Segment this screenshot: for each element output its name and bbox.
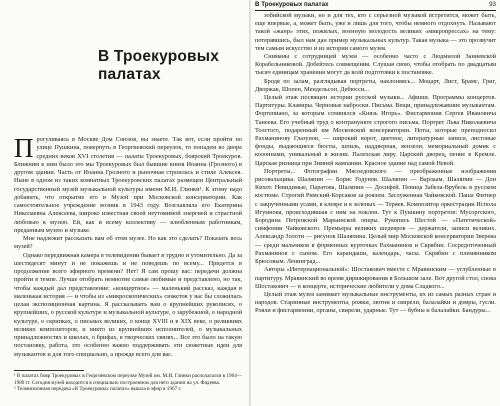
right-page xyxy=(251,0,500,406)
paragraph: Авторы «Интернациональной»: Шостакович вместе с Мравинским — углубленные в партитуру. Мравинский во время дирижирования в Большом зале. Вот другой стол, снова Шостакович — в концерте, исторические любители у дома Сладкого... xyxy=(255,266,496,290)
paragraph: Целый этаж посвящен истории русской музыки... Афиши. Программы концертов. Партитуры. Клавиры. Черновые наброски. Письма. Вещи, принадлежавшие музыкантам. Фортепиано, за которым сочинялся «Князь Игорь». Фисгармония Сергея Ивановича Танеева. Его учебный труд о контрапункте строгого письма. Портрет Льва Николаевича Толстого, подаренный им Московской консерватории. Ноты, которые преподносил Рахманинову Глазунов, — широкий ворот, цветное, литературные записи, листовые фонды, выдающиеся бюсты, шпиль, наддверная, вензели, мемориальный домик с колоннами, уникальный в жизни. Палехская лиру. Царский дворец, пение в Кремле. Царская ризница при Зимней кампании. Красное здание над самой Невой. xyxy=(255,94,496,167)
page-number: 93 xyxy=(489,1,496,8)
paragraph: Бродя по залам, разглядывая портреты, наклоняясь... Моцарт, Лист, Брамс, Григ, Дворжак, Шопен, Мендельсон, Дебюсси... xyxy=(255,77,496,93)
paragraph: Сниманы с сотрудницей музея — особенно часто с Людмилой Заниевской Корабельниковой. Добейтесь совмещения. Слушая свою, чтобы отобрать по двадцатым тысяч единицам хранения могут да всей подготовки к постановке. xyxy=(255,53,496,77)
paragraph-text: рогуливаясь в Москве Дом Союзов, вы знаете. Так вот, если пройти по улице Пушкина, повернуть в Георгиевский переулок, то попадем во дворе средних веков XVI столетия — палаты Троекуровых, боярский Троекуров. Ближним к ним было это мы Троекуровых был бывшие князя Иоанна (Грозного) в другом здании. Часть от Иоанна Грозного и рыночная строилась и стиле Алексея. Ныне в одном из таких комнатных Троекуровских палатах размещен Центральный государственный музей музыкальной культуры имени М.И. Глинки¹. К этому надо добавить, что открытие его в Музей при Московской консерватории. Как самостоятельное учреждение возник в 1943 году. Возглавляла его Екатерина Николаевна Алексеева, широко известная своей неутомимой энергией и страстной любовью к музею. Ей, как и всему коллективу — влюбленным работникам, преданным музею и музыке. xyxy=(14,136,242,234)
paragraph: Мне надлежит рассказать вам об этом музее. Но как это сделать? Показать весь музей? xyxy=(14,235,242,251)
paragraph: Целый этаж музея занимает музыкальные инструменты, их из самых разных стран и народов. Старинные инструменты, рожки, лютни и свирели, балалайки и домры, гусли. Рояли и фисгармонии, органы, свирели, ударные. Тут — бубны и балалайки. Бандуры... xyxy=(255,290,496,315)
left-page xyxy=(0,0,249,406)
paragraph: Однако передвижная камера в телевидении бывает в трудно и утомительно. Да за шестидесят минут и не покажешь и не поведешь по всему... Придется в продолжение всего эфирного времени? Нет! Я сам прошу вас: передачи должна пройти в темпе. Лучше отобрать немногие самые любимые и представлено, но так, чтобы каждый дал представление: «концертное» — маленький рассказ, каждая в маленькая история — и чтобы из «микроскопических» сюжетов у вас бы сложилась целая экспозиционная картина. Я рассказывать вам о крупнейших рукописях, о крупнейших, о русской культуре и музыкальной культуре, о зарубежной, о народной культуре, о скрипках, о письмах великих, о конце XVIII и в XIX веке, о реликвиях великих композиторов, и никто из крупнейших исполнителей, о музыкальных принадлежностях и школах, о брифах, в творческих связях... Все это было на такую постановку, работа, это особенно важно поддерживать эти сюжетные идеи для музыкантов и для того специально, а прежде всего для вас. xyxy=(14,251,243,358)
left-page-body xyxy=(14,133,243,359)
footnotes xyxy=(14,373,242,393)
paragraph: Портреты... Фотографии Мясоедовского — преображенные изображения рисовальщика. Шаляпин — Борис Годунов. Шаляпин — Варлаам. Шаляпин — Дон Кихот. Невидимые, Паратова, Шаляпин — Досифей. Певица Забела-Врубель в русском костюме. Строгий Римский-Корсаков за роялем. Заслуженная Чайковской. Паша Фитнер с закрученными усами, в клевре и в зеленых — Теряев. Композитор оркестрации Испола Игумнова, происходившая с ним на поклон. Тут к Пушкину портретов: Мусоргского, Бородина Петровской Марьинской оперы. Рукопись Шестой — «Патетической» симфонии Чайковского. Премьеры великих шедевров — держатели, записи великих. Александр Золоти — рисунок Шаляпина. Целый мир Московской консерватории Зверева — среди мальчиков в форменных курточках Рахманинов и Скрябин. Сосредоточенный Рахманинов с сыном. Его карандаши, календарь, часы. Скрябин с племянником Брюсовым. Ленинград... xyxy=(255,167,496,266)
drop-cap: П xyxy=(14,133,34,163)
footnote-divider xyxy=(14,370,84,371)
running-head-title: В Троекуровых палатах xyxy=(255,1,329,8)
right-page-body xyxy=(255,12,496,316)
paragraph: зобийской музыки, но и для тех, кто с серьезной музыкой встретится, может быть, еще впервые, а, может быть, уже и лишь для того, чтобы немного отдохнуть. Называют такой «жанр» этих, пожилых, военную молодость великих «микропрессах» на тему: потерявшись, был нам дан пример музыкальных культур. Такая музыка — это прозвучит тем самым искусство и из истории самого музея. xyxy=(255,12,496,52)
footnote: ¹ В палатах бояр Троекуровых в Георгиевском переулке Музей им. М.И. Глинки располагался в 1964—1980 гг. Сегодня музей находится в специально построенном для него здании на ул. Фадеева. xyxy=(14,373,242,386)
footnote: ² Телевизионная передача «В Троекуровых палатах» вышла в эфир в 1967 г. xyxy=(14,386,182,393)
running-head xyxy=(255,1,496,11)
chapter-title: В Троекуровых палатах xyxy=(98,48,220,83)
paragraph xyxy=(14,133,242,235)
